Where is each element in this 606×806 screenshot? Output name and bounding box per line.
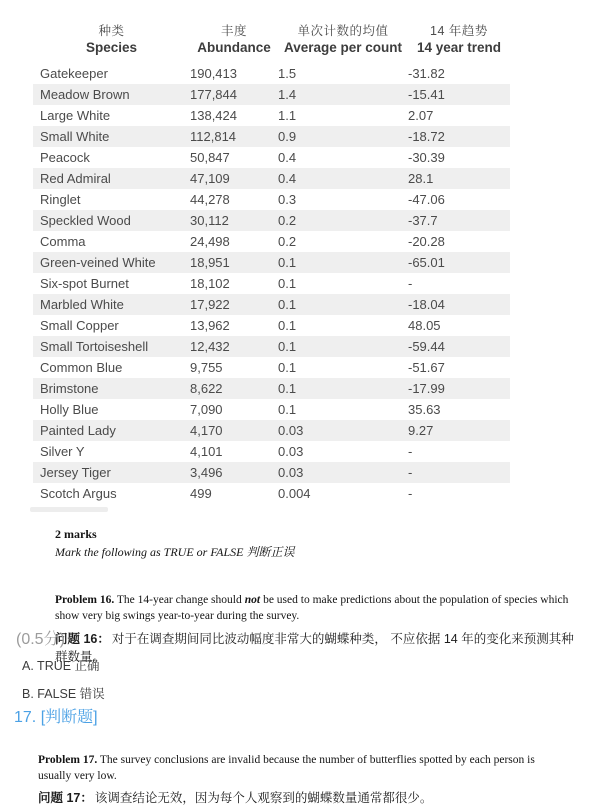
cell-average: 1.4 — [278, 87, 297, 102]
cell-abundance: 12,432 — [190, 339, 230, 354]
cell-trend: -17.99 — [408, 381, 445, 396]
cell-abundance: 112,814 — [190, 129, 237, 144]
cell-average: 0.1 — [278, 255, 297, 270]
cell-trend: -31.82 — [408, 66, 445, 81]
column-header-average-en: Average per count — [283, 40, 403, 55]
cell-species: Large White — [40, 108, 111, 123]
cell-average: 0.3 — [278, 192, 297, 207]
cell-trend: -20.28 — [408, 234, 445, 249]
cell-species: Red Admiral — [40, 171, 111, 186]
table-row — [33, 168, 510, 189]
problem-16-label: Problem 16. — [55, 593, 115, 606]
cell-average: 0.4 — [278, 171, 297, 186]
cell-species: Scotch Argus — [40, 486, 117, 501]
question-17-header: 17. [判断题] — [14, 709, 98, 726]
cell-species: Holly Blue — [40, 402, 99, 417]
problem-17-chinese — [38, 788, 578, 806]
column-header-trend-en: 14 year trend — [416, 40, 502, 55]
cell-abundance: 4,170 — [190, 423, 223, 438]
cell-abundance: 499 — [190, 486, 212, 501]
problem-16-chinese-body: 对于在调查期间同比波动幅度非常大的蝴蝶种类， 不应依据 14 年的变化来预测其种群数量。 — [55, 631, 574, 664]
table-row — [33, 63, 510, 84]
cell-trend: - — [408, 276, 413, 291]
cell-trend: 2.07 — [408, 108, 434, 123]
table-row — [33, 357, 510, 378]
problem-17-body: The survey conclusions are invalid because the number of butterflies spotted by each person is usually very low. — [38, 753, 535, 782]
cell-species: Jersey Tiger — [40, 465, 111, 480]
cell-species: Small Copper — [40, 318, 119, 333]
cell-species: Brimstone — [40, 381, 99, 396]
cell-species: Meadow Brown — [40, 87, 130, 102]
cell-average: 0.004 — [278, 486, 311, 501]
cell-average: 0.1 — [278, 381, 297, 396]
column-header-species — [33, 23, 190, 56]
problem-16-emphasis: not — [244, 593, 261, 606]
cell-trend: -51.67 — [408, 360, 445, 375]
table-row — [33, 441, 510, 462]
table-row — [33, 294, 510, 315]
score-badge: (0.5分) — [16, 631, 65, 648]
table-body — [33, 63, 510, 504]
cell-abundance: 7,090 — [190, 402, 223, 417]
cell-abundance: 8,622 — [190, 381, 223, 396]
column-header-abundance-en: Abundance — [197, 40, 271, 55]
cell-average: 0.1 — [278, 402, 297, 417]
cell-species: Six-spot Burnet — [40, 276, 129, 291]
cell-abundance: 4,101 — [190, 444, 223, 459]
cell-abundance: 3,496 — [190, 465, 223, 480]
table-row — [33, 210, 510, 231]
cell-abundance: 18,102 — [190, 276, 230, 291]
cell-abundance: 9,755 — [190, 360, 223, 375]
column-header-species-zh: 种类 — [98, 24, 125, 38]
table-row — [33, 189, 510, 210]
cell-species: Marbled White — [40, 297, 124, 312]
table-header — [33, 23, 510, 56]
cell-species: Silver Y — [40, 444, 85, 459]
cell-abundance: 177,844 — [190, 87, 237, 102]
table-row — [33, 483, 510, 504]
column-header-species-en: Species — [85, 40, 138, 55]
column-header-abundance-zh: 丰度 — [220, 24, 247, 38]
cell-average: 1.1 — [278, 108, 297, 123]
cell-trend: -47.06 — [408, 192, 445, 207]
column-header-average — [278, 23, 408, 56]
table-row — [33, 84, 510, 105]
cell-trend: -18.04 — [408, 297, 445, 312]
cell-species: Painted Lady — [40, 423, 116, 438]
cell-trend: -59.44 — [408, 339, 445, 354]
cell-trend: - — [408, 486, 413, 501]
cell-abundance: 47,109 — [190, 171, 230, 186]
cell-trend: - — [408, 444, 413, 459]
table-row — [33, 147, 510, 168]
cell-species: Small White — [40, 129, 110, 144]
cell-species: Green-veined White — [40, 255, 156, 270]
cell-species: Comma — [40, 234, 86, 249]
problem-16-chinese — [55, 629, 585, 665]
cell-average: 0.2 — [278, 234, 297, 249]
table-row — [33, 273, 510, 294]
cell-trend: -30.39 — [408, 150, 445, 165]
problem-16-text — [55, 592, 571, 624]
cell-abundance: 24,498 — [190, 234, 230, 249]
cell-species: Small Tortoiseshell — [40, 339, 149, 354]
column-header-abundance — [190, 23, 278, 56]
cell-average: 1.5 — [278, 66, 297, 81]
table-row — [33, 462, 510, 483]
cell-trend: 48.05 — [408, 318, 441, 333]
cell-trend: - — [408, 465, 413, 480]
table-row — [33, 231, 510, 252]
butterfly-table — [33, 23, 510, 504]
illegible-caption-smudge — [30, 507, 108, 512]
true-false-instruction: Mark the following as TRUE or FALSE 判断正误 — [55, 545, 295, 559]
table-row — [33, 252, 510, 273]
cell-average: 0.1 — [278, 297, 297, 312]
cell-abundance: 190,413 — [190, 66, 237, 81]
problem-16-body-after: be used to make predictions about the population of species which show very big swings year-to-year during the survey. — [55, 593, 569, 622]
option-false[interactable]: B. FALSE 错误 — [22, 687, 105, 701]
table-row — [33, 105, 510, 126]
cell-abundance: 18,951 — [190, 255, 230, 270]
option-true[interactable]: A. TRUE 正确 — [22, 659, 100, 673]
table-row — [33, 399, 510, 420]
table-row — [33, 336, 510, 357]
cell-species: Common Blue — [40, 360, 123, 375]
cell-trend: 9.27 — [408, 423, 434, 438]
problem-16-chinese-label: 问题 16： — [55, 631, 110, 646]
cell-abundance: 50,847 — [190, 150, 230, 165]
cell-abundance: 138,424 — [190, 108, 237, 123]
cell-abundance: 44,278 — [190, 192, 230, 207]
column-header-trend-zh: 14 年趋势 — [430, 24, 488, 38]
cell-abundance: 30,112 — [190, 213, 229, 228]
table-row — [33, 378, 510, 399]
problem-17-chinese-body: 该调查结论无效，因为每个人观察到的蝴蝶数量通常都很少。 — [94, 790, 433, 805]
problem-16-body-before: The 14-year change should — [116, 593, 242, 606]
cell-trend: -15.41 — [408, 87, 445, 102]
cell-trend: 28.1 — [408, 171, 434, 186]
cell-species: Gatekeeper — [40, 66, 108, 81]
cell-trend: -65.01 — [408, 255, 445, 270]
cell-average: 0.9 — [278, 129, 297, 144]
cell-trend: 35.63 — [408, 402, 441, 417]
cell-average: 0.1 — [278, 339, 297, 354]
column-header-trend — [408, 23, 510, 56]
cell-trend: -37.7 — [408, 213, 438, 228]
problem-17-label: Problem 17. — [38, 753, 98, 766]
cell-trend: -18.72 — [408, 129, 445, 144]
table-row — [33, 315, 510, 336]
cell-average: 0.03 — [278, 465, 304, 480]
column-header-average-zh: 单次计数的均值 — [297, 24, 389, 38]
marks-label: 2 marks — [55, 527, 97, 541]
cell-species: Peacock — [40, 150, 90, 165]
cell-average: 0.2 — [278, 213, 297, 228]
cell-average: 0.1 — [278, 360, 297, 375]
problem-17-chinese-label: 问题 17： — [38, 790, 93, 805]
problem-17-text — [38, 752, 560, 784]
table-row — [33, 126, 510, 147]
cell-species: Ringlet — [40, 192, 81, 207]
cell-abundance: 17,922 — [190, 297, 230, 312]
cell-abundance: 13,962 — [190, 318, 230, 333]
cell-average: 0.03 — [278, 444, 304, 459]
cell-average: 0.4 — [278, 150, 297, 165]
cell-average: 0.03 — [278, 423, 304, 438]
cell-average: 0.1 — [278, 318, 297, 333]
cell-average: 0.1 — [278, 276, 297, 291]
cell-species: Speckled Wood — [40, 213, 131, 228]
table-row — [33, 420, 510, 441]
